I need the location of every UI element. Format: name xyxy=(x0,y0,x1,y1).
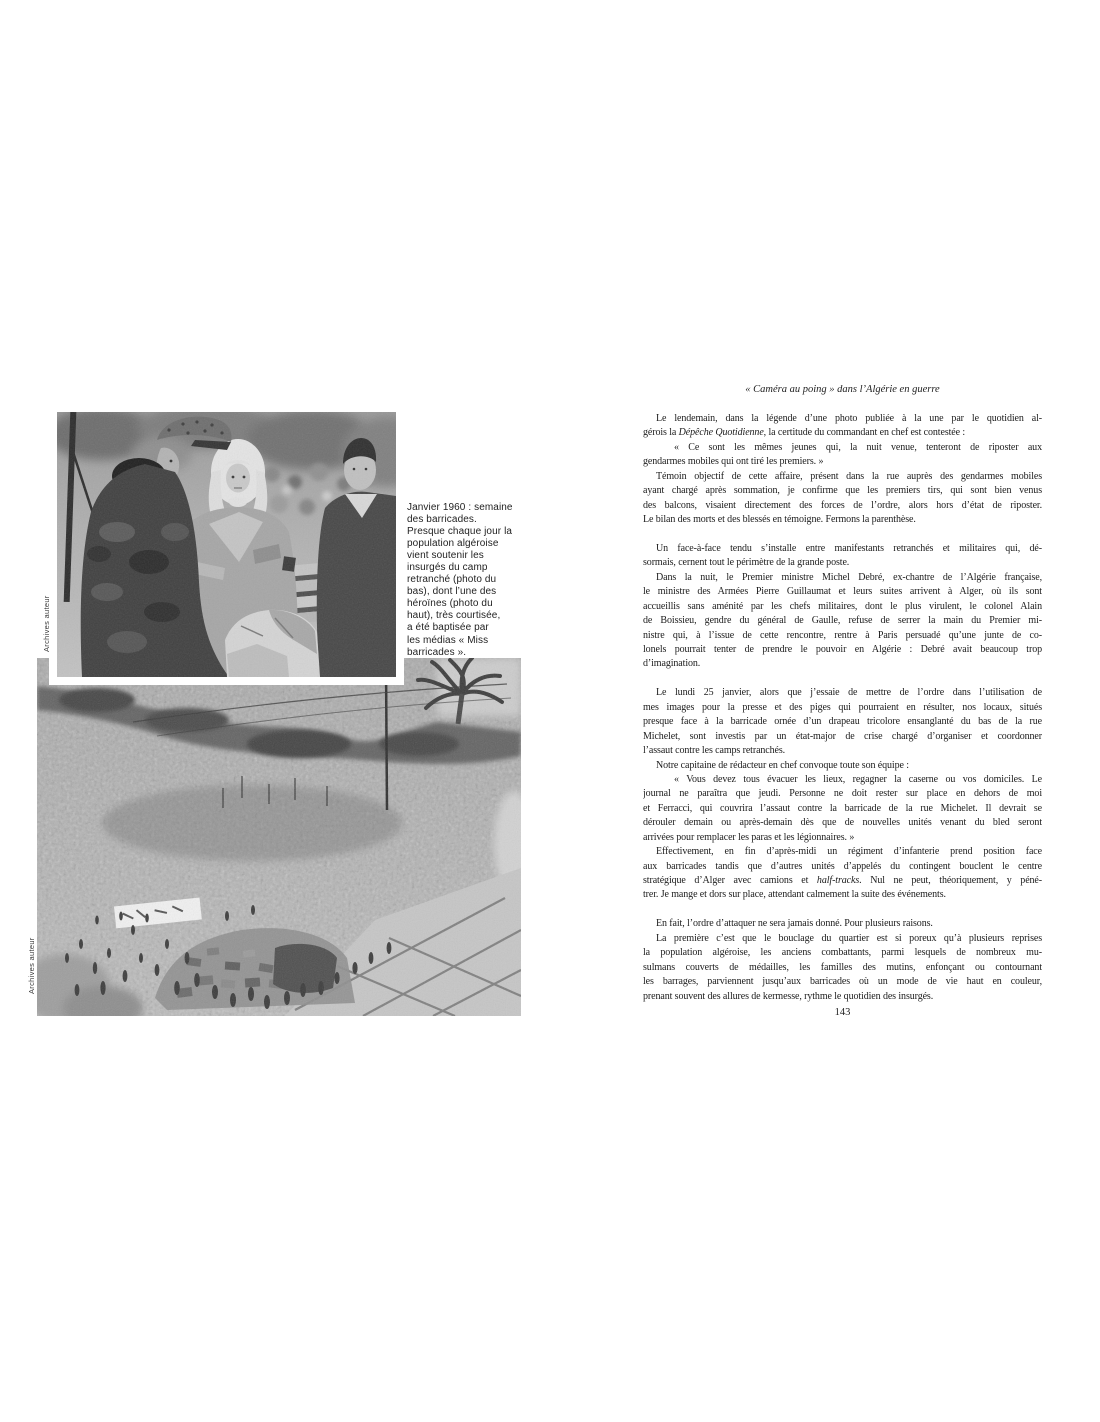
text-line: nistre qui, à l’issue de cette rencontre, rentre à Paris persuadé qu’une junte de co- xyxy=(643,629,1042,641)
caption-line: haut), très courtisée, xyxy=(407,610,501,622)
text-line: Notre capitaine de rédacteur en chef convoque toute son équipe : xyxy=(656,759,909,771)
text-line: et Ferracci, qui couvrira l’assaut contre la barricade de la rue Michelet. Il devrait se xyxy=(643,802,1042,814)
text-line: ayant chargé après sommation, je confirme que les premiers tirs, qui sont bien venus xyxy=(643,485,1042,497)
caption-line: insurgés du camp xyxy=(407,562,488,574)
caption-line: a été baptisée par xyxy=(407,622,489,634)
text-line: mes images pour la presse et des piges qui pourraient en résulter, nos locaux, situés xyxy=(643,701,1042,713)
text-line: aux barricades tandis que d’autres unités d’appelés du contingent bouclent le centre xyxy=(643,860,1042,872)
text-line: Le lundi 25 janvier, alors que j’essaie de mettre de l’ordre dans l’utilisation de xyxy=(656,687,1042,699)
text-line: Le bilan des morts et des blessés en témoigne. Fermons la parenthèse. xyxy=(643,514,916,526)
paragraph-block xyxy=(643,917,1042,1004)
text-line: les barrages, parviennent jusqu’aux barricades où un mode de vie haut en couleur, xyxy=(643,976,1042,988)
text-line: trer. Je mange et dors sur place, attendant calmement la suite des événements. xyxy=(643,889,946,901)
caption-line: des barricades. xyxy=(407,514,477,526)
page-number: 143 xyxy=(834,1007,851,1018)
caption-line: vient soutenir les xyxy=(407,550,484,562)
text-line: journal ne paraîtra que jeudi. Personne ne doit rester sur place en dehors de moi xyxy=(643,788,1042,800)
text-line: Un face-à-face tendu s’installe entre manifestants retranchés et militaires qui, dé- xyxy=(656,542,1042,554)
text-line: lonels pourrait tenter de prendre le pouvoir en Algérie : Debré avait beaucoup trop xyxy=(643,644,1042,655)
text-line: l’assaut contre les camps retranchés. xyxy=(643,745,786,757)
text-line: prenant souvent des allures de kermesse, rythme le quotidien des insurgés. xyxy=(643,990,934,1002)
text-line: « Vous devez tous évacuer les lieux, regagner la caserne ou vos domiciles. Le xyxy=(674,773,1042,785)
text-line: presque face à la barricade ornée d’un drapeau tricolore ensanglanté du bas de la rue xyxy=(643,716,1042,728)
photo-caption xyxy=(407,502,533,659)
text-line: sormais, cernent tout le périmètre de la grande poste. xyxy=(643,557,850,569)
caption-line: Presque chaque jour la xyxy=(407,526,513,538)
photo-credit-top: Archives auteur xyxy=(42,595,51,652)
photo-credit-bottom: Archives auteur xyxy=(27,937,36,994)
text-line: de Boissieu, gendre du général de Gaulle, refuse de serrer la main du Premier mi- xyxy=(643,615,1042,627)
running-head: « Caméra au poing » dans l’Algérie en guerre xyxy=(745,384,940,395)
paragraph-block xyxy=(643,686,1042,903)
caption-line: les médias « Miss xyxy=(407,634,489,646)
text-line: accueillis sans aménité par les chefs militaires, dont le plus virulent, le colonel Alain xyxy=(643,600,1042,612)
miss-barricades-illustration xyxy=(57,412,396,677)
text-line: stratégique d’Alger avec camions et half-tracks. Nul ne peut, théoriquement, y péné- xyxy=(643,875,1042,886)
body-text xyxy=(643,412,1042,1004)
miss-barricades-photo xyxy=(49,404,404,685)
text-line: La première c’est que le bouclage du quartier est si poreux qu’à plusieurs reprises xyxy=(656,932,1042,944)
paragraph-block xyxy=(643,542,1042,672)
text-line: Témoin objectif de cette affaire, présent dans la rue auprès des gendarmes mobiles xyxy=(656,470,1042,482)
text-line: Le lendemain, dans la légende d’une photo publiée à la une par le quotidien al- xyxy=(656,413,1042,424)
text-line: sulmans couverts de médailles, les familles des mutins, enfonçant ou contournant xyxy=(643,961,1042,973)
text-line: En fait, l’ordre d’attaquer ne sera jamais donné. Pour plusieurs raisons. xyxy=(656,918,933,930)
caption-line: retranché (photo du xyxy=(407,574,497,586)
text-line: d’imagination. xyxy=(643,658,701,670)
text-line: gendarmes mobiles qui ont tiré les premiers. » xyxy=(643,456,824,468)
text-line: le ministre des Armées Pierre Guillaumat et leurs suites arrivent à Alger, où ils sont xyxy=(643,586,1042,598)
text-line: des balcons, visaient directement des forces de l’ordre, alors hors d’état de riposter. xyxy=(643,499,1042,511)
caption-line: héroïnes (photo du xyxy=(407,598,493,610)
text-line: dérouler demain ou après-demain dès que de nouvelles unités venant du bled seront xyxy=(643,817,1042,829)
text-line: Dans la nuit, le Premier ministre Michel Debré, ex-chantre de l’Algérie française, xyxy=(656,571,1042,583)
crowd-barricade-photo xyxy=(37,658,521,1016)
text-line: « Ce sont les mêmes jeunes qui, la nuit venue, tenteront de riposter aux xyxy=(674,441,1042,453)
text-line: Effectivement, en fin d’après-midi un régiment d’infanterie prend position face xyxy=(656,846,1042,858)
text-line: gérois la Dépêche Quotidienne, la certitude du commandant en chef est contestée : xyxy=(643,427,966,439)
caption-line: bas), dont l’une des xyxy=(407,586,497,598)
paragraph-block xyxy=(643,412,1042,528)
text-line: arrivées pour remplacer les paras et les légionnaires. » xyxy=(643,831,855,843)
crowd-photo-illustration xyxy=(37,658,521,1016)
caption-line: Janvier 1960 : semaine xyxy=(407,502,513,513)
caption-line: population algéroise xyxy=(407,538,499,550)
text-line: Michelet, sont investis par un état-major de crise chargé d’organiser et coordonner xyxy=(643,730,1042,742)
text-line: la population algéroise, les anciens combattants, parmi lesquels de nombreux mu- xyxy=(643,947,1042,959)
caption-line: barricades ». xyxy=(407,646,467,658)
